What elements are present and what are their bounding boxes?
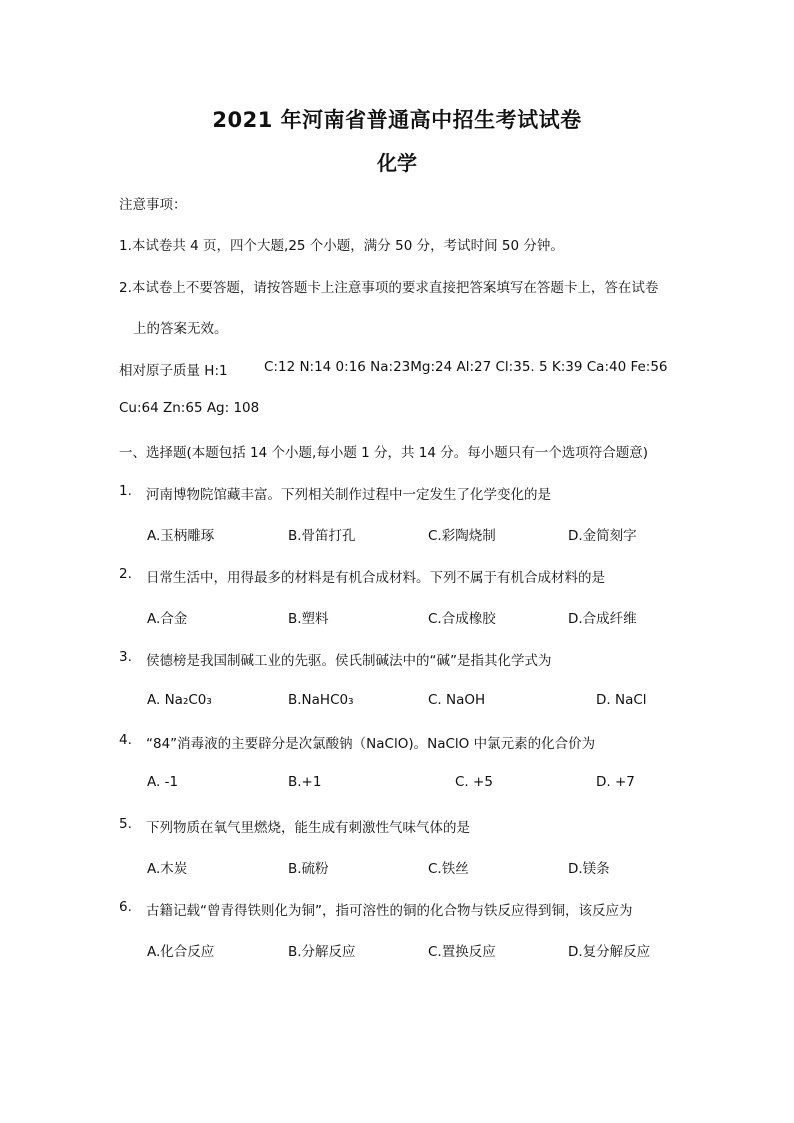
question-number: 2.: [119, 566, 132, 582]
option-d: D. NaCl: [596, 692, 647, 708]
question-text: 河南博物院馆藏丰富。下列相关制作过程中一定发生了化学变化的是: [146, 487, 551, 503]
atomic-mass-line2: Cu:64 Zn:65 Ag: 108: [119, 400, 260, 416]
section-heading: 一、选择题(本题包括 14 个小题,每小题 1 分，共 14 分。每小题只有一个选项符合题意): [119, 445, 649, 461]
option-b: B.骨笛打孔: [288, 528, 356, 544]
question-text: 日常生活中，用得最多的材料是有机合成材料。下列不属于有机合成材料的是: [146, 570, 605, 586]
option-c: C.置换反应: [428, 944, 496, 960]
question-text: 侯德榜是我国制碱工业的先驱。侯氏制碱法中的“碱”是指其化学式为: [146, 653, 552, 669]
question-text: 古籍记载“曾青得铁则化为铜”，指可溶性的铜的化合物与铁反应得到铜，该反应为: [146, 903, 633, 919]
option-b: B.分解反应: [288, 944, 356, 960]
question-text: 下列物质在氧气里燃烧，能生成有刺激性气味气体的是: [146, 820, 470, 836]
option-c: C. +5: [455, 774, 493, 790]
option-a: A.玉柄雕琢: [147, 528, 215, 544]
option-b: B.硫粉: [288, 861, 329, 877]
option-d: D.复分解反应: [568, 944, 651, 960]
atomic-mass-values: C:12 N:14 0:16 Na:23Mg:24 Al:27 Cl:35. 5 K:39 Ca:40 Fe:56: [264, 359, 668, 375]
option-a: A. -1: [147, 774, 179, 790]
option-c: C.彩陶烧制: [428, 528, 496, 544]
option-a: A.合金: [147, 611, 188, 627]
question-number: 3.: [119, 649, 132, 665]
option-a: A.木炭: [147, 861, 188, 877]
question-number: 4.: [119, 732, 132, 748]
option-b: B.NaHC0₃: [288, 692, 354, 708]
option-c: C. NaOH: [428, 692, 486, 708]
notice-item-1: 1.本试卷共 4 页，四个大题,25 个小题，满分 50 分，考试时间 50 分钟。: [119, 238, 564, 254]
option-d: D. +7: [596, 774, 635, 790]
subject-title: 化学: [377, 151, 417, 175]
option-a: A. Na₂C0₃: [147, 692, 212, 708]
atomic-mass-label: 相对原子质量 H:1: [119, 363, 228, 379]
exam-title: 2021 年河南省普通高中招生考试试卷: [212, 108, 582, 132]
option-d: D.金简刻字: [568, 528, 637, 544]
option-c: C.铁丝: [428, 861, 469, 877]
option-c: C.合成橡胶: [428, 611, 496, 627]
question-text: “84”消毒液的主要辟分是次氯酸钠（NaClO)。NaClO 中氯元素的化合价为: [146, 736, 596, 752]
question-number: 5.: [119, 816, 132, 832]
notice-item-2-line1: 2.本试卷上不要答题，请按答题卡上注意事项的要求直接把答案填写在答题卡上，答在试卷: [119, 280, 659, 296]
option-d: D.镁条: [568, 861, 610, 877]
option-d: D.合成纤维: [568, 611, 637, 627]
option-b: B.+1: [288, 774, 322, 790]
question-number: 1.: [119, 483, 132, 499]
option-a: A.化合反应: [147, 944, 215, 960]
question-number: 6.: [119, 899, 132, 915]
option-b: B.塑料: [288, 611, 329, 627]
notice-item-2-line2: 上的答案无效。: [133, 321, 228, 337]
notice-header: 注意事项：: [119, 197, 187, 213]
